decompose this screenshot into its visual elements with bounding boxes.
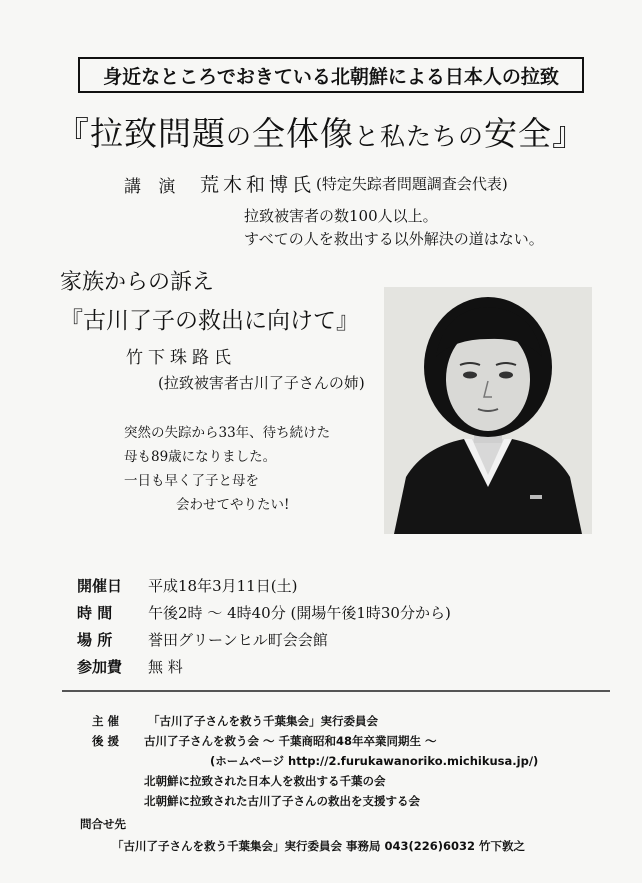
portrait-photo — [384, 287, 592, 534]
fee-label: 参加費 — [77, 658, 123, 676]
tagline: 身近なところでおきている北朝鮮による日本人の拉致 — [103, 65, 559, 88]
main-title — [56, 108, 586, 155]
appeal-speaker: 竹下珠路氏 — [126, 348, 236, 368]
appeal-relation: (拉致被害者古川了子さんの姉) — [158, 374, 365, 392]
appeal-title: 『古川了子の救出に向けて』 — [60, 308, 359, 334]
title-part-3: 全体像 — [252, 114, 355, 153]
appeal-message-line: 突然の失踪から33年、待ち続けた — [124, 425, 331, 441]
time-label: 時 間 — [77, 604, 113, 622]
lecture-speaker: 荒木和博氏 — [200, 174, 316, 196]
lecture-line-2: すべての人を救出する以外解決の道はない。 — [244, 230, 544, 248]
support-label: 後 援 — [92, 734, 120, 748]
lecture-label: 講 演 — [124, 177, 182, 197]
venue-label: 場 所 — [77, 631, 113, 649]
support-org-3: 北朝鮮に拉致された古川了子さんの救出を支援する会 — [144, 794, 420, 808]
host-label: 主 催 — [92, 714, 120, 728]
date-value: 平成18年3月11日(土) — [148, 577, 298, 595]
date-label: 開催日 — [77, 577, 123, 595]
support-org-2: 北朝鮮に拉致された日本人を救出する千葉の会 — [144, 774, 386, 788]
contact-value: 「古川了子さんを救う千葉集会」実行委員会 事務局 043(226)6032 竹下敦之 — [112, 839, 526, 853]
lecture-line-1: 拉致被害者の数100人以上。 — [244, 207, 438, 225]
title-part-4: と私たちの — [354, 122, 485, 151]
title-part-2: の — [226, 122, 253, 151]
appeal-message-line: 会わせてやりたい! — [176, 497, 290, 513]
title-part-5: 安全』 — [484, 114, 587, 153]
host-value: 「古川了子さんを救う千葉集会」実行委員会 — [148, 714, 378, 728]
lecture-affiliation: (特定失踪者問題調査会代表) — [316, 175, 508, 193]
support-value: 古川了子さんを救う会 〜 千葉商昭和48年卒業同期生 〜 — [144, 734, 437, 748]
homepage-link[interactable]: (ホームページ http://2.furukawanoriko.michikusa.jp/) — [210, 754, 539, 768]
divider — [62, 690, 610, 692]
appeal-heading: 家族からの訴え — [60, 270, 215, 295]
fee-value: 無 料 — [148, 658, 183, 676]
appeal-message-line: 母も89歳になりました。 — [124, 449, 277, 465]
tagline-box — [78, 57, 584, 93]
venue-value: 誉田グリーンヒル町会会館 — [148, 631, 328, 649]
appeal-message-line: 一日も早く了子と母を — [124, 473, 259, 489]
time-value: 午後2時 〜 4時40分 (開場午後1時30分から) — [148, 604, 451, 622]
portrait-illustration — [384, 287, 592, 534]
contact-label: 問合せ先 — [80, 817, 126, 831]
title-part-1: 『拉致問題 — [56, 114, 226, 153]
